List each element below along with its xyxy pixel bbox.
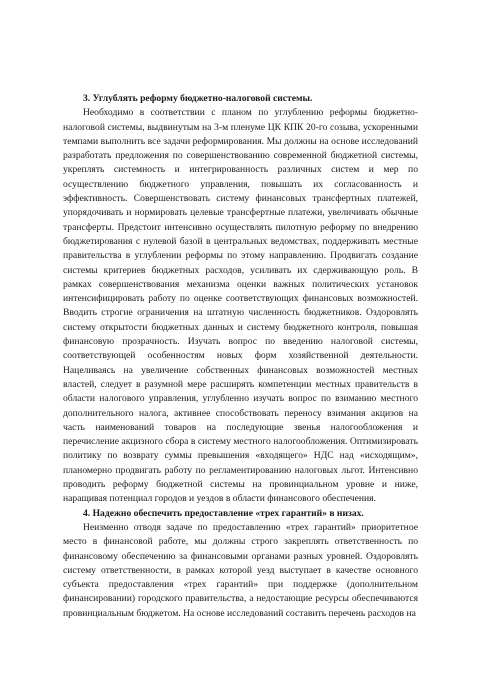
document-body [63,92,418,621]
section-3-paragraph: Необходимо в соответствии с планом по углублению реформы бюджетно-налоговой системы, выдвинутым на 3-м пленуме ЦК КПК 20-го созыва, ускоренными темпами выполнить все задачи реформирования. Мы должны на основе исследований разработать предложения по совершенствованию современной бюджетной системы, укреплять системность и интегрированность различных систем и мер по осуществлению бюджетного управления, повышать их согласованность и эффективность. Совершенствовать систему финансовых трансфертных платежей, упорядочивать и нормировать целевые трансфертные платежи, увеличивать обычные трансферты. Предстоит интенсивно осуществлять пилотную реформу по внедрению бюджетирования с нулевой базой в центральных ведомствах, поддерживать местные правительства в углублении реформы по этому направлению. Продвигать создание системы критериев бюджетных расходов, усиливать их сдерживающую роль. В рамках совершенствования механизма оценки важных политических установок интенсифицировать работу по оценке соответствующих финансовых возможностей. Вводить строгие ограничения на штатную численность бюджетников. Оздоровлять систему открытости бюджетных данных и систему бюджетного контроля, повышая финансовую прозрачность. Изучать вопрос по введению налоговой системы, соответствующей особенностям новых форм хозяйственной деятельности. Нацеливаясь на увеличение собственных финансовых возможностей местных властей, следует в разумной мере расширять компетенции местных правительств в области налогового управления, углубленно изучать вопрос по взиманию местного дополнительного налога, активнее способствовать переносу взимания акцизов на часть наименований товаров на последующие звенья налогообложения и перечисление акцизного сбора в систему местного налогообложения. Оптимизировать политику по возврату суммы превышения «входящего» НДС над «исходящим», планомерно продвигать работу по регламентированию налоговых льгот. Интенсивно проводить реформу бюджетной системы на провинциальном уровне и ниже, наращивая потенциал городов и уездов в области финансового обеспечения. [63,107,418,505]
section-4-heading: 4. Надежно обеспечить предоставление «трех гарантий» в низах. [83,507,364,519]
section-4-paragraph: Неизменно отводя задаче по предоставлению «трех гарантий» приоритетное место в финансовой работе, мы должны строго закреплять ответственность по финансовому обеспечению за финансовыми органами разных уровней. Оздоровлять систему ответственности, в рамках которой уезд выступает в качестве основного субъекта предоставления «трех гарантий» при поддержке (дополнительном финансировании) городского правительства, а недостающие ресурсы обеспечиваются провинциальным бюджетом. На основе исследований составить перечень расходов на [63,521,418,619]
section-3-heading: 3. Углублять реформу бюджетно-налоговой системы. [83,93,313,104]
